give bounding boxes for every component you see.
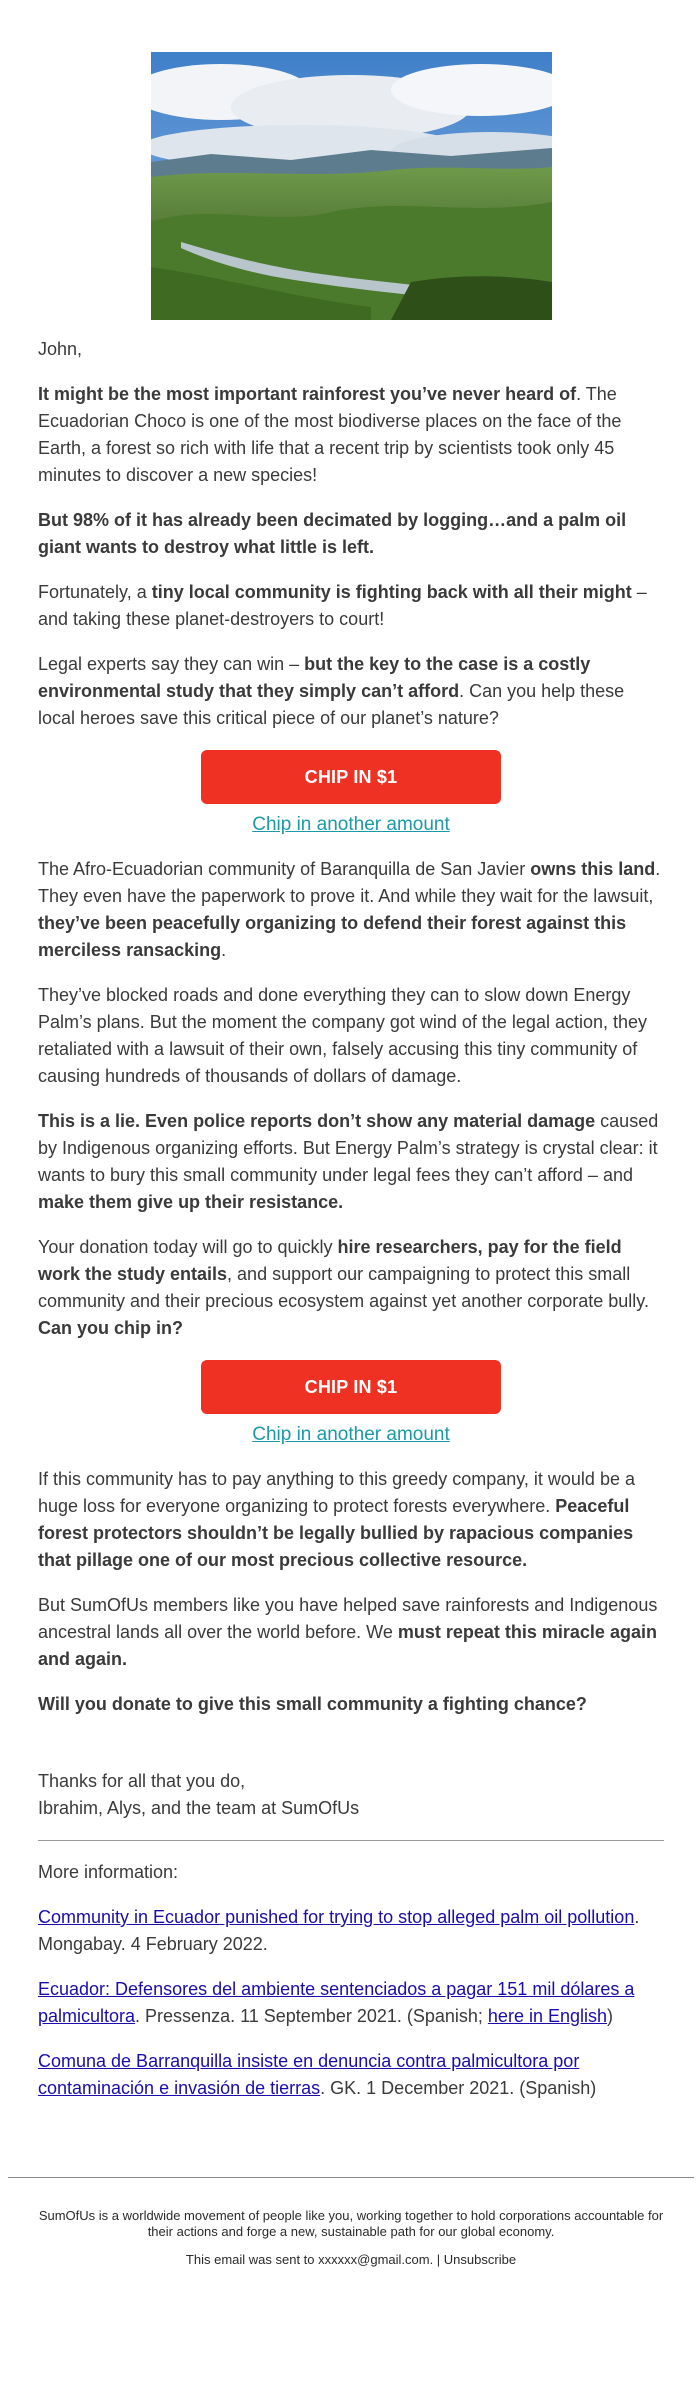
donate-cta-top — [201, 750, 501, 838]
sent-to-label: This email was sent to — [185, 2252, 319, 2267]
signoff-signature: Ibrahim, Alys, and the team at SumOfUs — [38, 1798, 360, 1818]
emphasis: Can you chip in? — [38, 1318, 184, 1338]
footer-about: SumOfUs is a worldwide movement of people like you, working together to hold corporations accountable for their actions and forge a new, sustainable path for our global economy. — [38, 2208, 664, 2239]
text: Fortunately, a — [38, 582, 152, 602]
text: The Afro-Ecuadorian community of Baranquilla de San Javier — [38, 859, 531, 879]
emphasis: must repeat this miracle again and again. — [38, 1622, 657, 1669]
signoff — [38, 1768, 664, 1822]
paragraph-intro — [38, 381, 664, 489]
emphasis: they’ve been peacefully organizing to defend their forest against this merciless ransacking — [38, 913, 627, 960]
source-citation: . Pressenza. 11 September 2021. (Spanish; — [135, 2006, 488, 2026]
footer-sent-to — [38, 2252, 664, 2268]
text: – and taking these planet-destroyers to court! — [38, 582, 647, 629]
emphasis: It might be the most important rainforest you’ve never heard of — [38, 384, 577, 404]
emphasis: owns this land — [530, 859, 656, 879]
more-info-heading: More information: — [38, 1862, 179, 1882]
source-item — [38, 1976, 664, 2030]
source-link[interactable]: Ecuador: Defensores del ambiente sentenciados a pagar 151 mil dólares a palmicultora — [38, 1979, 635, 2026]
text: Legal experts say they can win – — [38, 654, 305, 674]
paragraph-community — [38, 856, 664, 964]
text: . — [221, 940, 227, 960]
unsubscribe-link[interactable]: Unsubscribe — [443, 2252, 517, 2267]
separator: . | — [429, 2252, 444, 2267]
paragraph-blocked-roads: They’ve blocked roads and done everything they can to slow down Energy Palm’s plans. But the moment the company got wind of the legal action, they retaliated with a lawsuit of their own, falsely accusing this tiny community of causing hundreds of thousands of dollars of damage. — [38, 985, 648, 1086]
donate-cta-bottom — [201, 1360, 501, 1448]
source-citation: . Mongabay. 4 February 2022. — [38, 1907, 640, 1954]
email-body — [38, 336, 664, 2120]
text: . They even have the paperwork to prove it. And while they wait for the lawsuit, — [38, 859, 661, 906]
signoff-line: Thanks for all that you do, — [38, 1771, 246, 1791]
recipient-email: xxxxxx@gmail.com — [318, 2252, 430, 2267]
hero-image — [151, 52, 552, 320]
chip-in-another-amount-link[interactable]: Chip in another amount — [252, 814, 450, 835]
paragraph-decimated — [38, 507, 664, 561]
source-link[interactable]: Community in Ecuador punished for trying to stop alleged palm oil pollution — [38, 1907, 635, 1927]
paragraph-lie — [38, 1108, 664, 1216]
source-item — [38, 2048, 664, 2102]
emphasis: hire researchers, pay for the field work the study entails — [38, 1237, 622, 1284]
footer-divider — [8, 2177, 694, 2178]
emphasis: Peaceful forest protectors shouldn’t be legally bullied by rapacious companies that pillage one of our most precious collective resource. — [38, 1496, 634, 1570]
paragraph-members — [38, 1592, 664, 1673]
paragraph-ask — [38, 1691, 664, 1718]
chip-in-button[interactable]: CHIP IN $1 — [201, 1360, 501, 1414]
paragraph-greedy-company — [38, 1466, 664, 1574]
text: Your donation today will go to quickly — [38, 1237, 338, 1257]
emphasis: This is a lie. Even police reports don’t show any material damage — [38, 1111, 596, 1131]
footer — [38, 2208, 664, 2280]
text: But SumOfUs members like you have helped save rainforests and Indigenous ancestral lands all over the world before. We — [38, 1595, 658, 1642]
chip-in-another-amount-link[interactable]: Chip in another amount — [252, 1424, 450, 1445]
text: caused by Indigenous organizing efforts. But Energy Palm’s strategy is crystal clear: it wants to bury this small community under legal fees they can’t afford – and — [38, 1111, 659, 1185]
chip-in-button[interactable]: CHIP IN $1 — [201, 750, 501, 804]
emphasis: tiny local community is fighting back with all their might — [151, 582, 632, 602]
emphasis: Will you donate to give this small community a fighting chance? — [38, 1694, 587, 1714]
source-link[interactable]: Comuna de Barranquilla insiste en denuncia contra palmicultora por contaminación e invasión de tierras — [38, 2051, 580, 2098]
text: , and support our campaigning to protect this small community and their precious ecosystem against yet another corporate bully. — [38, 1264, 649, 1311]
paragraph-donation — [38, 1234, 664, 1342]
source-citation: ) — [607, 2006, 613, 2026]
source-citation: . GK. 1 December 2021. (Spanish) — [320, 2078, 597, 2098]
greeting: John, — [38, 339, 83, 359]
emphasis: but the key to the case is a costly environmental study that they simply can’t afford — [38, 654, 591, 701]
divider — [38, 1840, 664, 1841]
text: . The Ecuadorian Choco is one of the most biodiverse places on the face of the Earth, a forest so rich with life that a recent trip by scientists took only 45 minutes to discover a new species! — [38, 384, 622, 485]
paragraph-legal-experts — [38, 651, 664, 732]
english-version-link[interactable]: here in English — [487, 2006, 607, 2026]
text: If this community has to pay anything to this greedy company, it would be a huge loss for everyone organizing to protect forests everywhere. — [38, 1469, 635, 1516]
paragraph-fighting-back — [38, 579, 664, 633]
text: . Can you help these local heroes save this critical piece of our planet’s nature? — [38, 681, 625, 728]
source-item — [38, 1904, 664, 1958]
emphasis: But 98% of it has already been decimated by logging…and a palm oil giant wants to destroy what little is left. — [38, 510, 627, 557]
emphasis: make them give up their resistance. — [38, 1192, 344, 1212]
